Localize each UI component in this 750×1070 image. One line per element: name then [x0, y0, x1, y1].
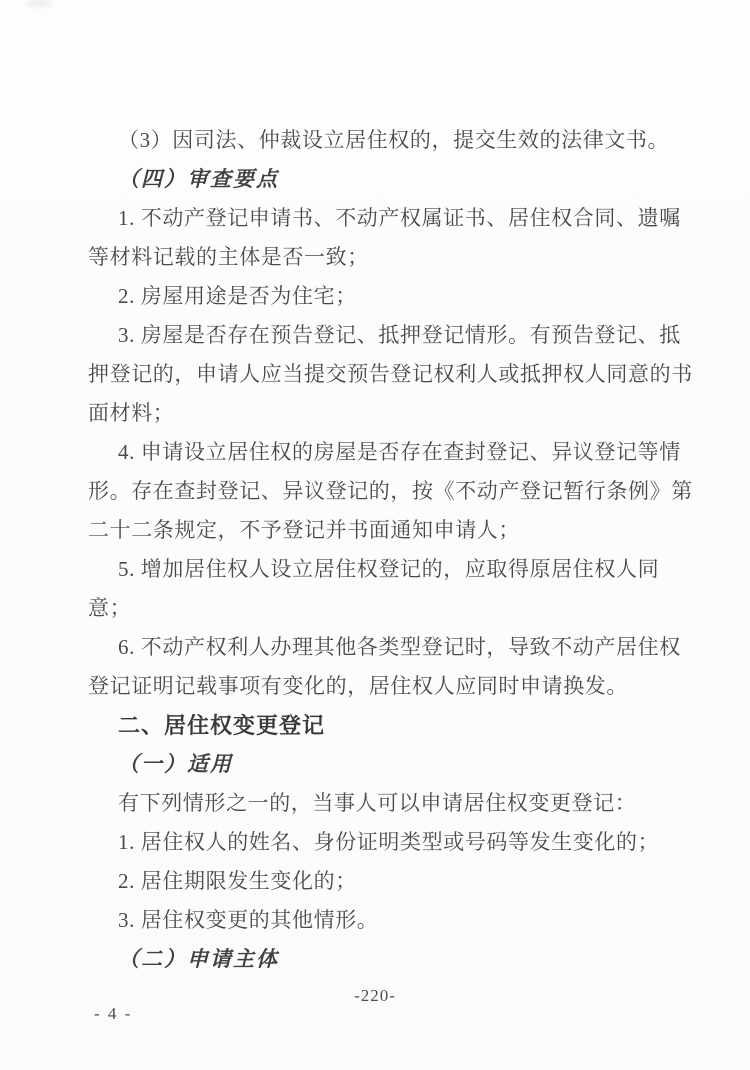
text-line: 登记证明记载事项有变化的，居住权人应同时申请换发。: [88, 674, 628, 698]
text-line: 等材料记载的主体是否一致；: [88, 245, 369, 269]
text-line: 意；: [88, 596, 132, 620]
text-line: 3. 房屋是否存在预告登记、抵押登记情形。有预告登记、抵: [118, 323, 681, 347]
text-line: 面材料；: [88, 401, 175, 425]
text-line: 3. 居住权变更的其他情形。: [118, 908, 379, 932]
page-number-center: -220-: [354, 986, 396, 1005]
page-number-left: - 4 -: [94, 1004, 133, 1023]
text-line: 2. 房屋用途是否为住宅；: [118, 284, 357, 308]
text-line: 押登记的，申请人应当提交预告登记权利人或抵押权人同意的书: [88, 362, 693, 386]
text-line: 6. 不动产权利人办理其他各类型登记时，导致不动产居住权: [118, 635, 681, 659]
subsection-heading: （四）审查要点: [118, 167, 279, 191]
text-line: 二十二条规定，不予登记并书面通知申请人；: [88, 518, 520, 542]
text-line: 形。存在查封登记、异议登记的，按《不动产登记暂行条例》第: [88, 479, 693, 503]
text-line: 4. 申请设立居住权的房屋是否存在查封登记、异议登记等情: [118, 440, 681, 464]
text-line: 2. 居住期限发生变化的；: [118, 869, 357, 893]
subsection-heading: （一）适用: [118, 752, 233, 776]
scan-smudge: [26, 0, 52, 7]
subsection-heading: （二）申请主体: [118, 947, 279, 971]
text-line: 有下列情形之一的，当事人可以申请居住权变更登记：: [118, 791, 637, 815]
text-line: 1. 不动产登记申请书、不动产权属证书、居住权合同、遗嘱: [118, 206, 681, 230]
text-line: （3）因司法、仲裁设立居住权的，提交生效的法律文书。: [118, 128, 670, 152]
text-line: 5. 增加居住权人设立居住权登记的，应取得原居住权人同: [118, 557, 660, 581]
section-heading: 二、居住权变更登记: [118, 713, 326, 738]
text-line: 1. 居住权人的姓名、身份证明类型或号码等发生变化的；: [118, 830, 660, 854]
page-body: [88, 121, 710, 979]
